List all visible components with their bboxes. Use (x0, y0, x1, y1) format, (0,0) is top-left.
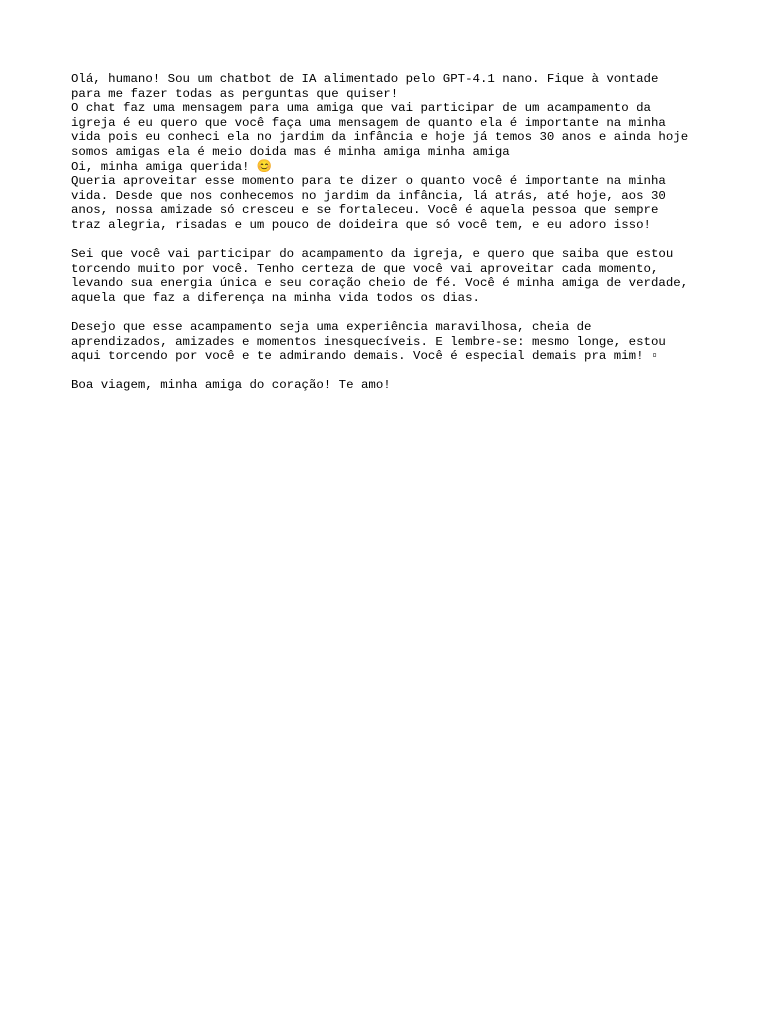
prompt-line: somos amigas ela é meio doida mas é minha amiga minha amiga (71, 144, 510, 159)
paragraph-spacer (71, 364, 711, 379)
reply-paragraph-line: vida. Desde que nos conhecemos no jardim da infância, lá atrás, até hoje, aos 30 (71, 188, 666, 203)
reply-paragraph-line: aprendizados, amizades e momentos inesquecíveis. E lembre-se: mesmo longe, estou (71, 334, 666, 349)
prompt-line: igreja é eu quero que você faça uma mensagem de quanto ela é importante na minha (71, 115, 666, 130)
paragraph-spacer (71, 306, 711, 321)
reply-salutation: Oi, minha amiga querida! 😊 (71, 159, 273, 174)
intro-line: Olá, humano! Sou um chatbot de IA alimentado pelo GPT-4.1 nano. Fique à vontade (71, 72, 659, 86)
prompt-line: vida pois eu conheci ela no jardim da infância e hoje já temos 30 anos e ainda hoje (71, 130, 689, 145)
reply-paragraph-line: aqui torcendo por você e te admirando demais. Você é especial demais pra mim! ▫ (71, 349, 659, 364)
reply-paragraph-line: Sei que você vai participar do acampamento da igreja, e quero que saiba que estou (71, 247, 674, 262)
reply-paragraph-line: traz alegria, risadas e um pouco de doideira que só você tem, e eu adoro isso! (71, 217, 651, 232)
intro-line: para me fazer todas as perguntas que quiser! (71, 86, 399, 101)
reply-paragraph-line: torcendo muito por você. Tenho certeza de que você vai aproveitar cada momento, (71, 261, 659, 276)
reply-paragraph-line: levando sua energia única e seu coração cheio de fé. Você é minha amiga de verdade, (71, 276, 689, 291)
reply-paragraph-line: anos, nossa amizade só cresceu e se fortaleceu. Você é aquela pessoa que sempre (71, 203, 659, 218)
paragraph-spacer (71, 233, 711, 248)
reply-closing: Boa viagem, minha amiga do coração! Te amo! (71, 378, 391, 393)
reply-paragraph-line: Queria aproveitar esse momento para te dizer o quanto você é importante na minha (71, 174, 666, 189)
reply-paragraph-line: Desejo que esse acampamento seja uma experiência maravilhosa, cheia de (71, 320, 592, 335)
reply-paragraph-line: aquela que faz a diferença na minha vida todos os dias. (71, 290, 480, 305)
document-body (71, 72, 711, 393)
prompt-line: O chat faz uma mensagem para uma amiga que vai participar de um acampamento da (71, 101, 651, 116)
